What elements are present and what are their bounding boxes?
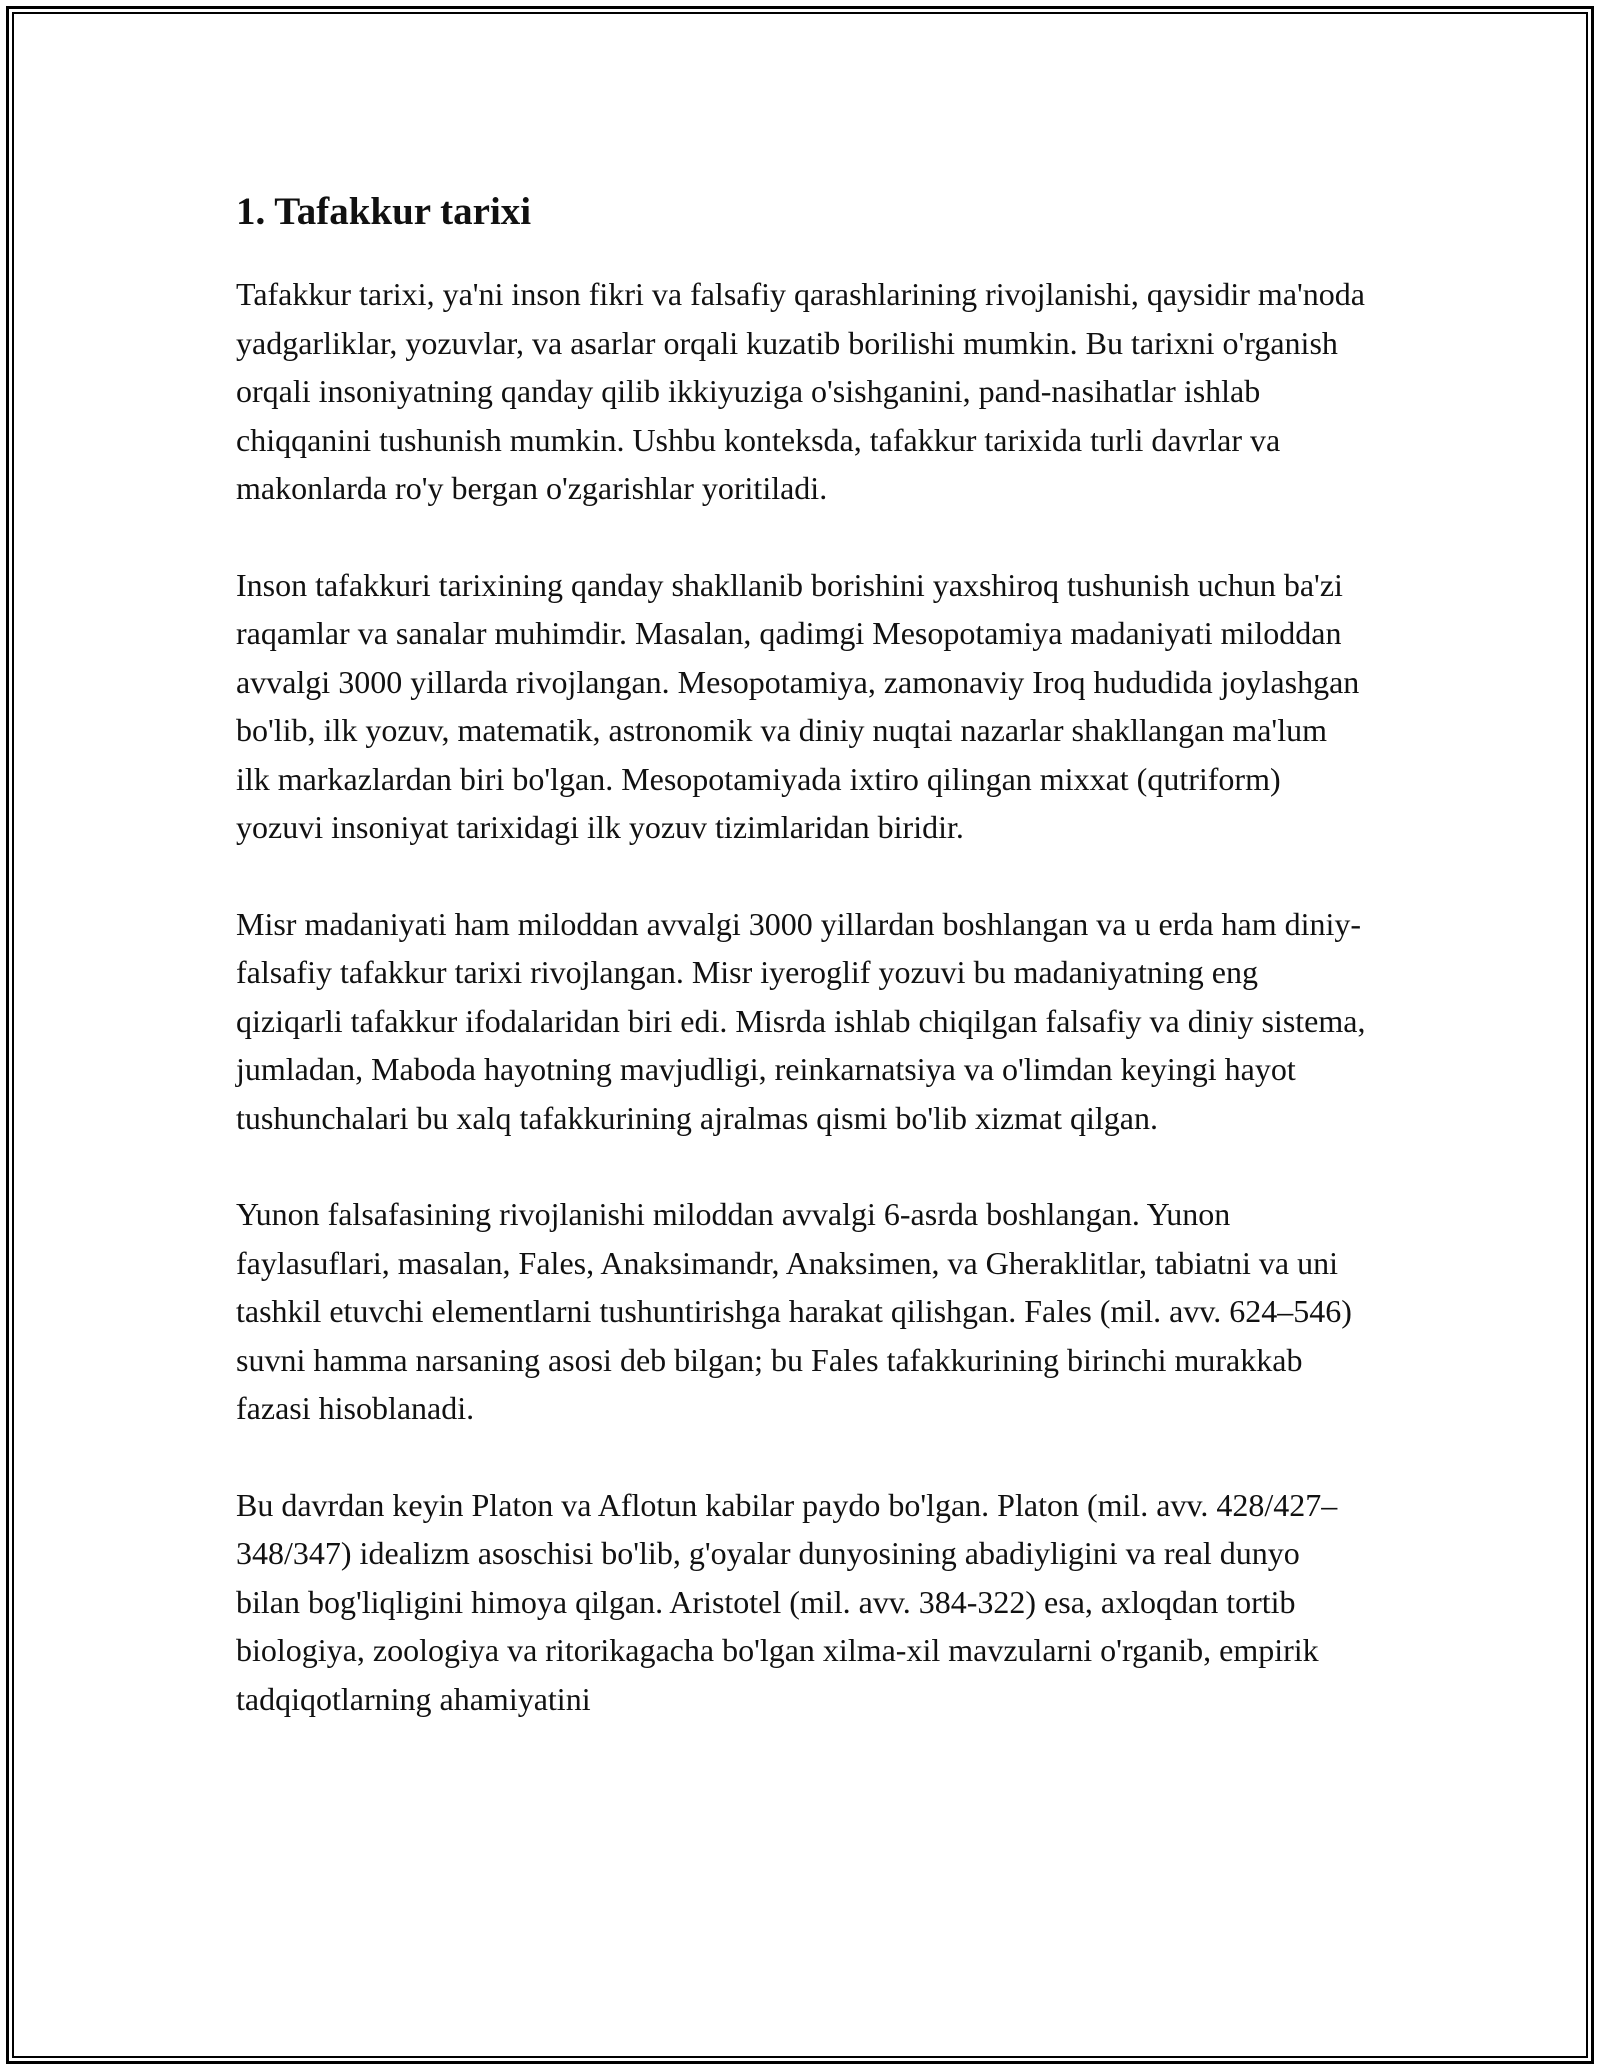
paragraph-4: Yunon falsafasining rivojlanishi miloddan avvalgi 6-asrda boshlangan. Yunon faylasuflari, masalan, Fales, Anaksimandr, Anaksimen, va Gheraklitlar, tabiatni va uni tashkil etuvchi elementlarni tushuntirishga harakat qilishgan. Fales (mil. avv. 624–546) suvni hamma narsaning asosi deb bilgan; bu Fales tafakkurining birinchi murakkab fazasi hisoblanadi. (236, 1196, 1352, 1426)
paragraph-2: Inson tafakkuri tarixining qanday shakllanib borishini yaxshiroq tushunish uchun ba'zi raqamlar va sanalar muhimdir. Masalan, qadimgi Mesopotamiya madaniyati miloddan avvalgi 3000 yillarda rivojlangan. Mesopotamiya, zamonaviy Iroq hududida joylashgan bo'lib, ilk yozuv, matematik, astronomik va diniy nuqtai nazarlar shakllangan ma'lum ilk markazlardan biri bo'lgan. Mesopotamiyada ixtiro qilingan mixxat (qutriform) yozuvi insoniyat tarixidagi ilk yozuv tizimlaridan biridir. (236, 566, 1360, 845)
paragraph-5: Bu davrdan keyin Platon va Aflotun kabilar paydo bo'lgan. Platon (mil. avv. 428/427–348/347) idealizm asoschisi bo'lib, g'oyalar dunyosining abadiyligini va real dunyo bilan bog'liqligini himoya qilgan. Aristotel (mil. avv. 384-322) esa, axloqdan tortib biologiya, zoologiya va ritorikagacha bo'lgan xilma-xil mavzularni o'rganib, empirik tadqiqotlarning ahamiyatini (236, 1486, 1338, 1717)
section-title: 1. Tafakkur tarixi (236, 190, 532, 233)
paragraph-1: Tafakkur tarixi, ya'ni inson fikri va falsafiy qarashlarining rivojlanishi, qaysidir ma'noda yadgarliklar, yozuvlar, va asarlar orqali kuzatib borilishi mumkin. Bu tarixni o'rganish orqali insoniyatning qanday qilib ikkiyuziga o'sishganini, pand-nasihatlar ishlab chiqqanini tushunish mumkin. Ushbu konteksda, tafakkur tarixida turli davrlar va makonlarda ro'y bergan o'zgarishlar yoritiladi. (236, 276, 1365, 506)
paragraph-3: Misr madaniyati ham miloddan avvalgi 3000 yillardan boshlangan va u erda ham diniy-falsafiy tafakkur tarixi rivojlangan. Misr iyeroglif yozuvi bu madaniyatning eng qiziqarli tafakkur ifodalaridan biri edi. Misrda ishlab chiqilgan falsafiy va diniy sistema, jumladan, Maboda hayotning mavjudligi, reinkarnatsiya va o'limdan keyingi hayot tushunchalari bu xalq tafakkurining ajralmas qismi bo'lib xizmat qilgan. (236, 905, 1366, 1136)
document-body (236, 184, 1366, 1771)
